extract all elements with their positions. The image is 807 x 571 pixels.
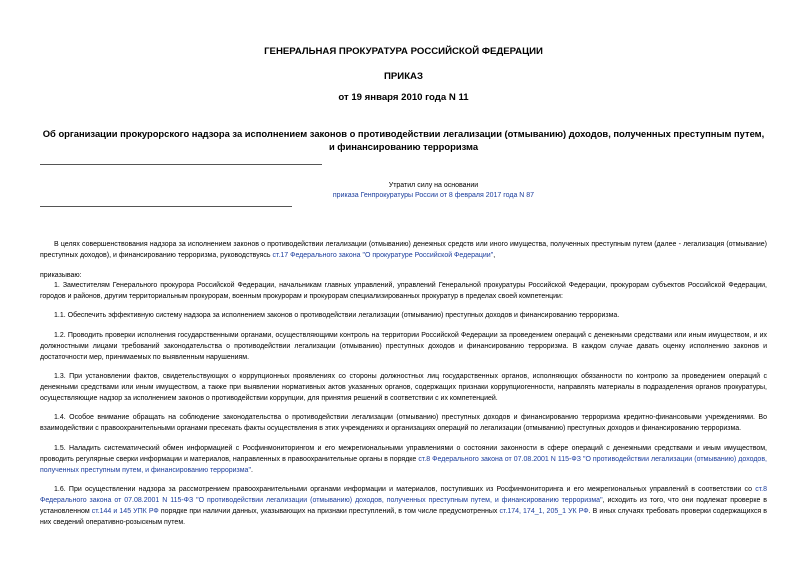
paragraph-1-1: 1.1. Обеспечить эффективную систему надзора за исполнением законов о противодействии легализации (отмыванию) преступных доходов и финансированию терроризма. — [54, 312, 620, 319]
paragraph-1-6: 1.6. При осуществлении надзора за рассмотрением правоохранительными органами информации и материалов, поступивших из Росфинмониторинга и его межрегиональных управлений в соответствии со ст.8 Федерального закона от 07.08.2001 N 115-ФЗ "О противодействии легализации (отмыванию) доходов, полученных преступным путем, и финансированию терроризма", исходить из того, что они подлежат проверке в установленном ст.144 и 145 УПК РФ порядке при наличии данных, указывающих на признаки преступлений, в том числе предусмотренных ст.174, 174_1, 205_1 УК РФ. В иных случаях требовать проверки содержащихся в них сведений оперативно-розыскным путем. — [40, 486, 768, 526]
paragraph-1-4: 1.4. Особое внимание обращать на соблюдение законодательства о противодействии легализации (отмыванию) преступных доходов и финансированию терроризма кредитно-финансовыми учреждениями. Во взаимодействии с правоохранительными органами пресекать факты осуществления в этих учреждениях и организациях операций по легализации (отмыванию) преступных доходов и финансированию терроризма. — [40, 414, 767, 432]
law-link[interactable]: ст.17 Федерального закона "О прокуратуре Российской Федерации" — [272, 252, 494, 259]
divider — [40, 164, 322, 165]
law-link[interactable]: ст.8 Федерального закона от 07.08.2001 N 115-ФЗ "О противодействии легализации (отмыванию) доходов, полученных преступным путем, и финансированию терроризма" — [40, 486, 767, 504]
divider — [40, 206, 292, 207]
repeal-link[interactable]: приказа Генпрокуратуры России от 8 февраля 2017 года N 87 — [332, 192, 535, 199]
code-link[interactable]: ст.144 и 145 УПК РФ — [91, 508, 159, 515]
preamble-paragraph: В целях совершенствования надзора за исполнением законов о противодействии легализации (отмыванию) денежных средств или иного имущества, полученных преступным путем (далее - легализация (отмывание) преступных доходов), и финансированию терроризма, руководствуясь ст.17 Федерального закона "О прокуратуре Российской Федерации", — [40, 241, 767, 259]
paragraph-1: 1. Заместителям Генерального прокурора Российской Федерации, начальникам главных управлений, управлений Генеральной прокуратуры Российской Федерации, прокурорам субъектов Российской Федерации, городов и районов, другим территориальным прокурорам, военным прокурорам и прокурорам специализированных прокуратур в пределах своей компетенции: — [40, 282, 767, 300]
date-number-heading: от 19 января 2010 года N 11 — [338, 92, 469, 103]
org-heading: ГЕНЕРАЛЬНАЯ ПРОКУРАТУРА РОССИЙСКОЙ ФЕДЕРАЦИИ — [264, 46, 543, 57]
order-word: приказываю: — [40, 272, 82, 279]
paragraph-1-3: 1.3. При установлении фактов, свидетельствующих о коррупционных проявлениях со стороны должностных лиц государственных органов, исполняющих обязанности по контролю за проведением операций с денежными средствами или иным имуществом, а также при выявлении нормативных актов указанных органов, содержащих признаки коррупциогенности, направлять материалы в подразделения органов прокуратуры, осуществляющие надзор за исполнением законов о противодействии коррупции, для принятия решений в соответствии с их компетенцией. — [40, 373, 767, 402]
doc-type-heading: ПРИКАЗ — [384, 71, 423, 82]
code-link[interactable]: ст.174, 174_1, 205_1 УК РФ — [499, 508, 589, 515]
paragraph-1-5: 1.5. Наладить систематический обмен информацией с Росфинмониторингом и его межрегиональными управлениями о состоянии законности в сфере операций с денежными средствами и иным имуществом, проводить регулярные сверки информации и материалов, направленных в правоохранительные органы в порядке ст.8 Федерального закона от 07.08.2001 N 115-ФЗ "О противодействии легализации (отмыванию) доходов, полученных преступным путем, и финансированию терроризма". — [40, 445, 767, 474]
repeal-note: Утратил силу на основании — [388, 182, 479, 189]
law-link[interactable]: ст.8 Федерального закона от 07.08.2001 N 115-ФЗ "О противодействии легализации (отмыванию) доходов, полученных преступным путем, и финансированию терроризма" — [40, 456, 767, 474]
document-title: Об организации прокурорского надзора за исполнением законов о противодействии легализации (отмыванию) доходов, полученных преступным путем, и финансированию терроризма — [42, 128, 765, 152]
paragraph-1-2: 1.2. Проводить проверки исполнения государственными органами, осуществляющими контроль на территории Российской Федерации за проведением операций с денежными средствами или иным имуществом, и их должностными лицами требований законодательства о противодействии легализации (отмыванию) преступных доходов и финансированию терроризма. В каждом случае давать оценку исполнению законов и достаточности мер, принимаемых по выявленным нарушениям. — [40, 332, 767, 361]
